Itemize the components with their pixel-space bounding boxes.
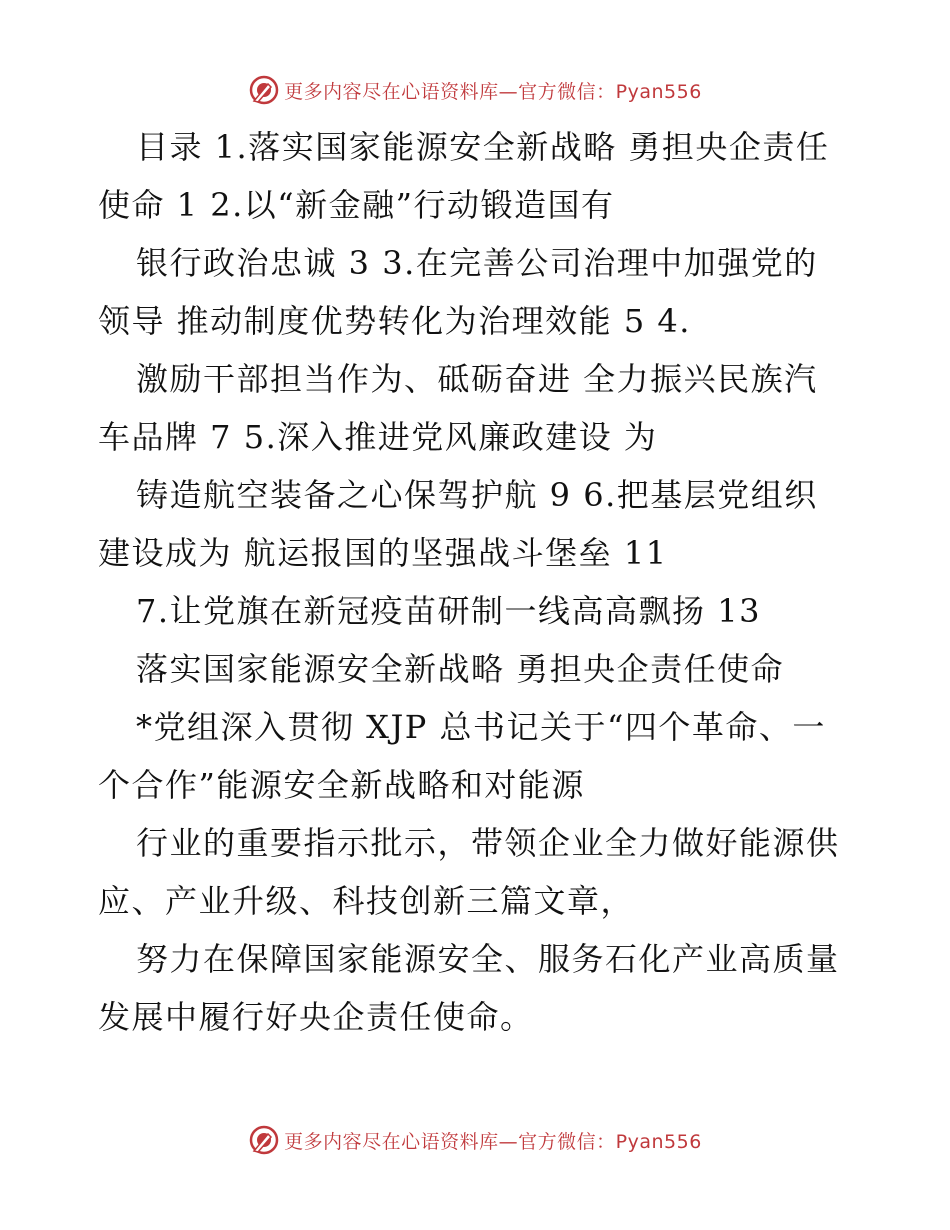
watermark-text: 更多内容尽在心语资料库—官方微信：Pyan556	[284, 1130, 702, 1153]
text-line: 落实国家能源安全新战略 勇担央企责任使命	[136, 650, 785, 688]
footer-watermark	[0, 1122, 950, 1158]
text-line: 车品牌 7 5.深入推进党风廉政建设 为	[98, 418, 658, 456]
text-line: 应、产业升级、科技创新三篇文章，	[98, 882, 635, 920]
text-line: 使命 1 2.以“新金融”行动锻造国有	[98, 186, 615, 224]
watermark-text: 更多内容尽在心语资料库—官方微信：Pyan556	[284, 80, 702, 103]
paragraph-toc-4	[98, 466, 858, 582]
document-body	[98, 118, 858, 1046]
paragraph-body-3	[98, 930, 858, 1046]
pen-logo-icon	[248, 1124, 280, 1156]
paragraph-toc-3	[98, 350, 858, 466]
section-title	[98, 640, 858, 698]
text-line: 个合作”能源安全新战略和对能源	[98, 766, 585, 804]
paragraph-body-1	[98, 698, 858, 814]
header-watermark	[0, 72, 950, 108]
paragraph-toc-1	[98, 118, 858, 234]
text-line: 建设成为 航运报国的坚强战斗堡垒 11	[98, 534, 668, 572]
text-line: 目录 1.落实国家能源安全新战略 勇担央企责任	[136, 128, 830, 166]
text-line: 发展中履行好央企责任使命。	[98, 998, 534, 1036]
text-line: 努力在保障国家能源安全、服务石化产业高质量	[136, 940, 840, 978]
text-line: 7.让党旗在新冠疫苗研制一线高高飘扬 13	[136, 592, 761, 630]
pen-logo-icon	[248, 74, 280, 106]
paragraph-toc-5	[98, 582, 858, 640]
paragraph-body-2	[98, 814, 858, 930]
paragraph-toc-2	[98, 234, 858, 350]
text-line: *党组深入贯彻 XJP 总书记关于“四个革命、一	[136, 708, 826, 746]
text-line: 铸造航空装备之心保驾护航 9 6.把基层党组织	[136, 476, 818, 514]
text-line: 银行政治忠诚 3 3.在完善公司治理中加强党的	[136, 244, 818, 282]
text-line: 行业的重要指示批示，带领企业全力做好能源供	[136, 824, 840, 862]
text-line: 激励干部担当作为、砥砺奋进 全力振兴民族汽	[136, 360, 818, 398]
text-line: 领导 推动制度优势转化为治理效能 5 4.	[98, 302, 691, 340]
